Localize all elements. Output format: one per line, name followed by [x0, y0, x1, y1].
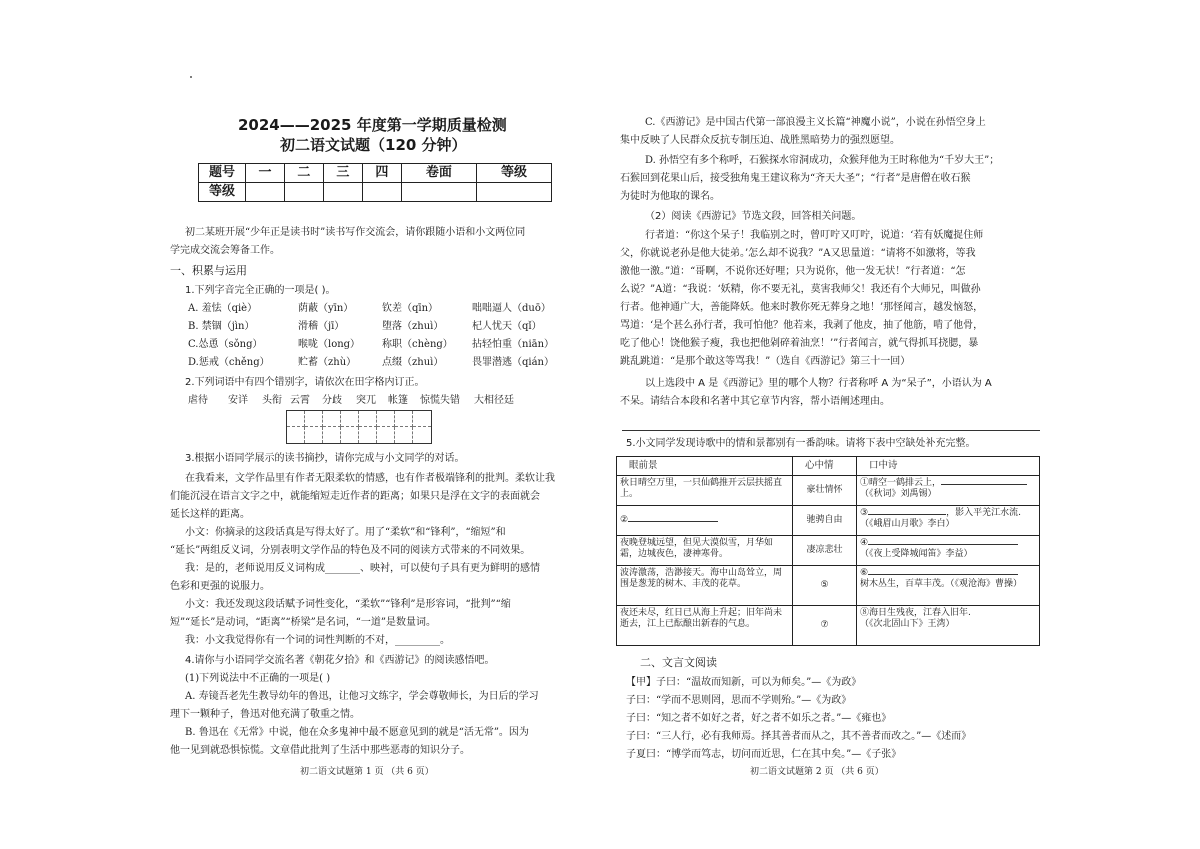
option-d: 石猴回到花果山后，接受独角鬼王建议称为“齐天大圣”；“行者”是唐僧在收石猴	[620, 173, 971, 184]
poem-source: （《峨眉山月歌》李白）	[860, 519, 955, 530]
emotion-cell: 驰骋自由	[793, 506, 857, 536]
q2-word: 惊慌失错	[420, 395, 460, 406]
option: D.惩戒（chěng）	[188, 357, 270, 368]
answer-line[interactable]	[622, 430, 1040, 431]
option: 畏罪潜逃（qián）	[472, 357, 555, 368]
grade-table-header: 二	[284, 164, 323, 183]
excerpt-line: 激他一激。”道：“哥啊，不说你还好哩；只为说你，他一发无状！”行者道：“怎	[620, 266, 966, 277]
grade-cell[interactable]	[401, 183, 476, 202]
q2-word: 安详	[228, 395, 248, 406]
classical-text: 子夏曰：“博学而笃志，切问而近思，仁在其中矣。”—《子张》	[626, 749, 902, 760]
poem-cell[interactable]	[857, 566, 1040, 606]
question-4: 4.请你与小语同学交流名著《朝花夕拾》和《西游记》的阅读感悟吧。	[185, 655, 495, 666]
emotion-cell[interactable]: ⑤	[793, 566, 857, 606]
exam-page-2	[600, 0, 1200, 849]
option: 滑稽（jī）	[298, 321, 345, 332]
dialogue-line: 小文：我还发现这段话赋予词性变化，“柔软”“锋利”是形容词，“批判”“缩	[185, 599, 511, 610]
question-1: 1.下列字音完全正确的一项是( )。	[185, 285, 336, 296]
poem-table	[616, 456, 1040, 646]
option: 点缀（zhuì）	[382, 357, 444, 368]
question-text: 以上选段中 A 是《西游记》里的哪个人物？行者称呼 A 为“呆子”，小语认为 A	[645, 378, 992, 389]
classical-text: 子曰：“知之者不如好之者，好之者不如乐之者。”—《雍也》	[626, 713, 892, 724]
passage-line: 延长这样的距离。	[170, 509, 250, 520]
table-header: 眼前景	[617, 457, 793, 476]
grade-cell[interactable]	[476, 183, 551, 202]
dialogue-line: 小文：你摘录的这段话真是写得太好了。用了“柔软”和“锋利”，“缩短”和	[185, 527, 506, 538]
excerpt-line: 么说？”A道：“我说：‘妖精，你不要无礼，莫害我师父！我还有个大师兄，叫做孙	[620, 284, 981, 295]
poem-source: （《次北固山下》王湾）	[860, 619, 955, 630]
scene-cell: 夜还未尽，红日已从海上升起；旧年尚未逝去，江上已酝酿出新春的气息。	[617, 606, 793, 646]
q2-word: 大相径廷	[474, 395, 514, 406]
grade-table-header: 三	[323, 164, 362, 183]
grade-cell[interactable]	[323, 183, 362, 202]
option-a: 理下一颗种子，鲁迅对他充满了敬重之情。	[170, 709, 360, 720]
scene-cell[interactable]	[617, 506, 793, 536]
question-2: 2.下列词语中有四个错别字，请依次在田字格内订正。	[185, 377, 425, 388]
poem-text: ⑧海日生残夜，江春入旧年.	[860, 608, 971, 618]
section-heading: 二、文言文阅读	[640, 656, 717, 669]
excerpt-line: 行者道：“你这个呆子！我临别之时，曾叮咛又叮咛，说道：‘若有妖魔捉住师	[645, 230, 984, 241]
grade-row-label: 等级	[199, 183, 246, 202]
grade-table-header: 一	[246, 164, 285, 183]
question-3: 3.根据小语同学展示的读书摘抄，请你完成与小文同学的对话。	[185, 453, 465, 464]
option-d: D. 孙悟空有多个称呼，石猴探水帘洞成功，众猴拜他为王时称他为“千岁大王”；	[645, 155, 1000, 166]
dialogue-line: 短”“延长”是动词，“距离”“桥梁”是名词，“一道”是数量词。	[170, 617, 437, 628]
option-b: 他一见到就恐惧惊慌。文章借此批判了生活中那些恶毒的知识分子。	[170, 745, 470, 756]
blank-marker: ②	[620, 514, 629, 525]
poem-cell[interactable]	[857, 476, 1040, 506]
option: 咄咄逼人（duō）	[472, 303, 551, 314]
option: 喉咙（long）	[298, 339, 361, 350]
excerpt-line: 行者。他神通广大，善能降妖。他来时教你死无葬身之地！’那怪闻言，越发恼怒，	[620, 302, 984, 313]
question-5: 5.小文同学发现诗歌中的情和景都别有一番韵味。请将下表中空缺处补充完整。	[626, 438, 976, 449]
grade-table-header: 等级	[476, 164, 551, 183]
excerpt-line: 吃了他心！饶他猴子瘦，我也把他剁碎着油烹！’”行者闻言，就气得抓耳挠腮，暴	[620, 338, 979, 349]
excerpt-line: 跳乱跳道：“是那个敢这等骂我！”（选自《西游记》第三十一回）	[620, 356, 911, 367]
passage-line: 在我看来，文学作品里有作者无限柔软的情感，也有作者极端锋利的批判。柔软让我	[185, 473, 555, 484]
option: 堕落（zhuì）	[382, 321, 444, 332]
emotion-cell: 凄凉悲壮	[793, 536, 857, 566]
option: 钦差（qīn）	[382, 303, 439, 314]
poem-cell[interactable]	[857, 536, 1040, 566]
grade-table	[198, 163, 552, 202]
question-text: 不呆。请结合本段和名著中其它章节内容，帮小语阐述理由。	[620, 396, 890, 407]
scene-cell: 波涛激荡，浩渺接天。海中山岛耸立，周围是葱茏的树木、丰茂的花草。	[617, 566, 793, 606]
option-b: B. 鲁迅在《无常》中说，他在众多鬼神中最不愿意见到的就是“活无常”。因为	[185, 727, 529, 738]
option: 贮蓄（zhù）	[298, 357, 357, 368]
section-heading: 一、积累与运用	[170, 264, 247, 277]
option: 荫蔽（yīn）	[298, 303, 354, 314]
grade-cell[interactable]	[246, 183, 285, 202]
page-footer: 初二语文试题第 1 页 （共 6 页）	[300, 767, 434, 777]
q2-word: 头衔	[262, 395, 282, 406]
dialogue-line: “延长”两组反义词，分别表明文学作品的特色及不同的阅读方式带来的不同效果。	[170, 545, 531, 556]
option: B. 禁锢（jìn）	[188, 321, 255, 332]
dialogue-line: 色彩和更强的说服力。	[170, 581, 270, 592]
poem-source: （《秋词》刘禹锡）	[860, 489, 937, 500]
emotion-cell: 豪壮情怀	[793, 476, 857, 506]
blank-marker: ③	[860, 508, 869, 518]
poem-source: （《夜上受降城闻笛》李益）	[860, 549, 973, 560]
fill-blank[interactable]	[868, 514, 946, 515]
dialogue-line: 我：小文我觉得你有一个词的词性判断的不对，_________。	[185, 635, 450, 646]
grade-cell[interactable]	[284, 183, 323, 202]
exam-title: 2024——2025 年度第一学期质量检测	[238, 116, 507, 134]
fill-blank[interactable]	[868, 574, 1018, 575]
excerpt-line: 骂道：‘是个甚么孙行者，我可怕他？他若来，我剥了他皮，抽了他筋，啃了他骨，	[620, 320, 984, 331]
classical-text: 子曰：“三人行，必有我师焉。择其善者而从之，其不善者而改之。”—《述而》	[626, 731, 972, 742]
grade-table-header: 卷面	[401, 164, 476, 183]
passage-line: 们能沉浸在语言文字之中，就能缩短走近作者的距离；如果只是浮在文字的表面就会	[170, 491, 540, 502]
option-c: C.《西游记》是中国古代第一部浪漫主义长篇“神魔小说”，小说在孙悟空身上	[645, 117, 986, 128]
exam-subtitle: 初二语文试题（120 分钟）	[280, 136, 467, 154]
scene-cell: 夜晚登城远望，但见大漠似雪，月华如霜，边城夜色，凄神寒骨。	[617, 536, 793, 566]
table-header: 心中情	[793, 457, 857, 476]
q2-word: 虐待	[188, 395, 208, 406]
option: 拈轻怕重（niān）	[472, 339, 555, 350]
option-a: A. 寿镜吾老先生教导幼年的鲁迅，让他习文练字，学会尊敬师长，为日后的学习	[185, 691, 539, 702]
excerpt-line: 父，你就说老孙是他大徒弟。’怎么却不说我？”A又思量道：“请将不如激将，等我	[620, 248, 976, 259]
scene-cell: 秋日晴空万里，一只仙鹤推开云层扶摇直上。	[617, 476, 793, 506]
intro-text: 初二某班开展“少年正是读书时”读书写作交流会，请你跟随小语和小文两位同	[185, 227, 526, 238]
q2-word: 云霄	[290, 395, 310, 406]
grade-table-header: 题号	[199, 164, 246, 183]
option-d: 为徒时为他取的课名。	[620, 191, 720, 202]
q2-word: 突兀	[356, 395, 376, 406]
option: 杞人忧天（qǐ）	[472, 321, 542, 332]
table-header: 口中诗	[857, 457, 1040, 476]
emotion-cell[interactable]: ⑦	[793, 606, 857, 646]
poem-cell[interactable]	[857, 506, 1040, 536]
poem-text: ①晴空一鹤排云上，	[860, 478, 942, 488]
option: A. 羞怯（qiè）	[188, 303, 258, 314]
fill-blank[interactable]	[941, 484, 1027, 485]
question-4-2: （2）阅读《西游记》节选文段，回答相关问题。	[645, 211, 862, 222]
fill-blank[interactable]	[868, 544, 1018, 545]
blank-marker: ④	[860, 538, 869, 548]
intro-text: 学完成交流会筹备工作。	[170, 245, 280, 256]
grade-cell[interactable]	[362, 183, 401, 202]
poem-text: 树木丛生，百草丰茂。（《观沧海》曹操）	[860, 579, 1023, 590]
poem-text: ，影入平羌江水流.	[946, 508, 1021, 518]
option: 称职（chèng）	[382, 339, 453, 350]
option: C.怂恿（sǒng）	[188, 339, 263, 350]
correction-grid[interactable]	[286, 410, 432, 444]
question-4-1: (1)下列说法中不正确的一项是( )	[185, 673, 331, 684]
classical-text: 【甲】子曰：“温故而知新，可以为师矣。”—《为政》	[626, 677, 862, 688]
page-footer: 初二语文试题第 2 页 （共 6 页）	[750, 767, 884, 777]
classical-text: 子曰：“学而不思则罔，思而不学则殆。”—《为政》	[626, 695, 852, 706]
blank-marker: ⑥	[860, 568, 869, 578]
q2-word: 帐篷	[388, 395, 408, 406]
grade-table-header: 四	[362, 164, 401, 183]
fill-blank[interactable]	[628, 521, 718, 522]
q2-word: 分歧	[322, 395, 342, 406]
dialogue-line: 我：是的，老师说用反义词构成_______、映衬，可以使句子具有更为鲜明的感情	[185, 563, 540, 574]
poem-cell	[857, 606, 1040, 646]
option-c: 集中反映了人民群众反抗专制压迫、战胜黑暗势力的强烈愿望。	[620, 135, 900, 146]
